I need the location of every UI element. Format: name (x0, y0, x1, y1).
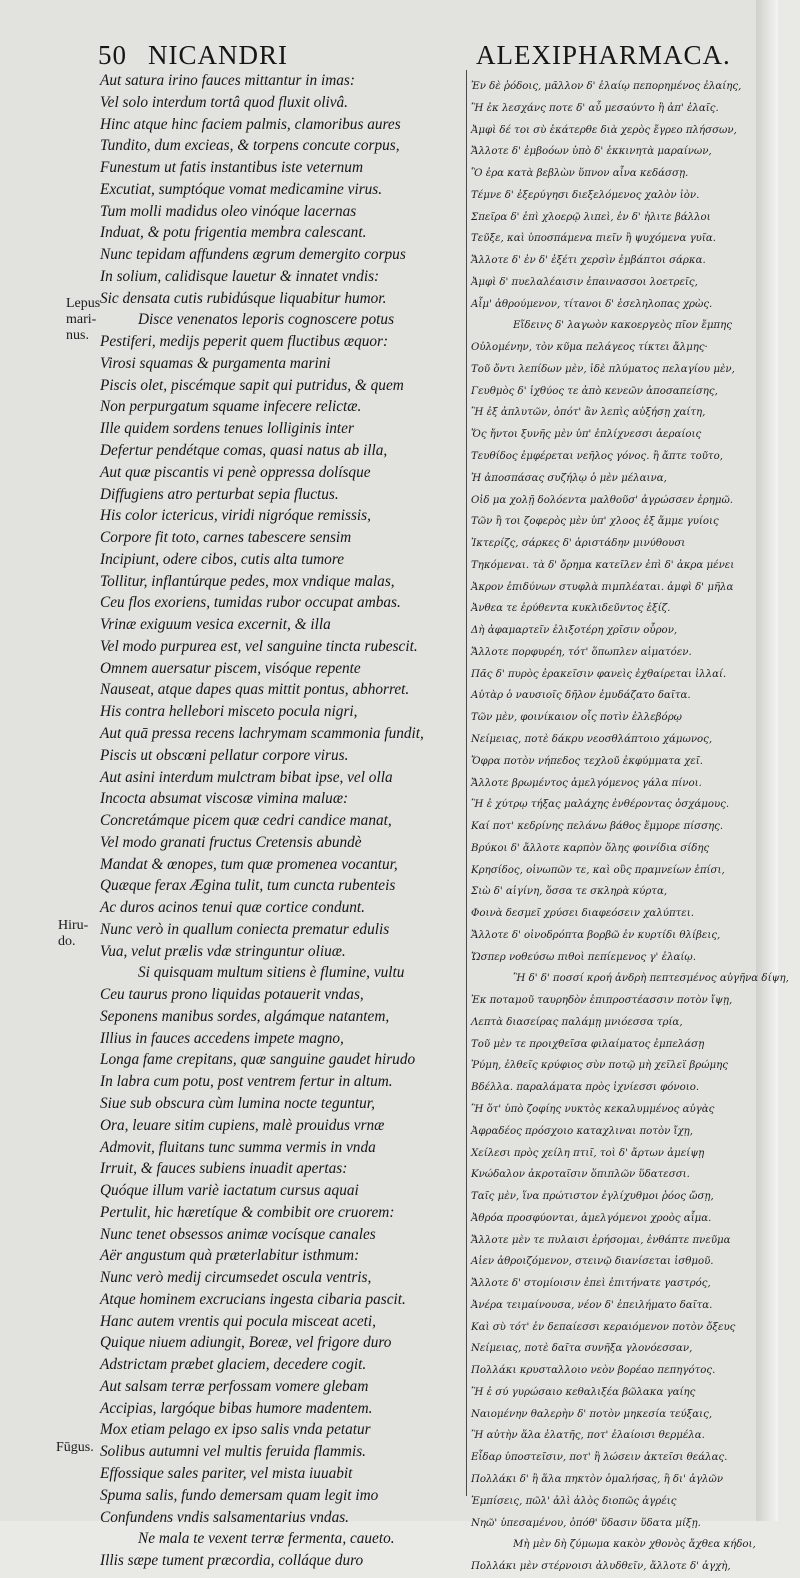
latin-line: Effossique sales pariter, vel mista iuuabit (100, 1465, 353, 1482)
greek-line: Ἀκρον ἐπιδύνων στυφλὰ πιμπλέαται. ἀμφὶ δ' μῆλα (471, 581, 734, 593)
greek-line: Τῶν ἢ τοι ζοφερὸς μὲν ὑπ' χλοος ἐξ ἄμμε γυίοις (471, 516, 719, 528)
greek-line: Ἄλλοτε πορφυρέη, τότ' ὅπωπλεν αἱματόεν. (471, 646, 692, 658)
greek-line: Τηκόμεναι. τὰ δ' ὄρημα κατεῖλεν ἐπὶ δ' ἀκρα μένει (471, 559, 735, 571)
greek-line: Ἰκτερίζς, σάρκες δ' ἀριστάδην μινύθουσι (471, 538, 686, 550)
latin-line: Spuma salis, fundo demersam quam legit imo (100, 1486, 379, 1504)
latin-line: Tollitur, inflantúrque pedes, mox vndique malas, (100, 572, 395, 590)
latin-line: Sic densata cutis rubidúsque liquabitur humor. (100, 289, 387, 307)
latin-line: Siue sub obscura cùm lumina nocte teguntur, (100, 1094, 375, 1112)
latin-line: Nunc tepidam affundens ægrum demergito corpus (100, 246, 406, 264)
latin-line: Aut salsam terræ perfossam vomere glebam (100, 1377, 369, 1395)
greek-line: Ἀθρόα προσφύονται, ἀμελγόμενοι χροὸς αἷμα. (471, 1212, 712, 1224)
latin-line: Aut quæ piscantis vi penè oppressa dolísque (100, 463, 371, 481)
greek-line: Οὐλομένην, τὸν κῦμα πελάγεος τίκτει ἄλμης· (471, 342, 708, 354)
latin-line: Admovit, fluitans tunc summa vermis in vnda (100, 1138, 376, 1156)
greek-line: Τευθίδος ἐμφέρεται νεῆλος γόνος. ἢ ἄπτε τοῦτο, (471, 451, 723, 463)
greek-line: Ἢ αὐτὴν ἅλα ἑλατῆς, ποτ' ἐλαίοισι θερμέλα. (471, 1430, 705, 1442)
latin-line: Quique niuem adiungit, Boreæ, vel frigore duro (100, 1334, 392, 1352)
greek-line: Ταῖς μὲν, ἵνα πρώτιστον ἐγλίχυθμοι ῥόος ὤσῃ, (471, 1191, 714, 1203)
greek-line: Ἄλλοτε δ' στομίοισιν ἐπεὶ ἐπιτήνατε γαστρός, (471, 1278, 711, 1290)
latin-line: Si quisquam multum sitiens è flumine, vultu (138, 964, 405, 982)
latin-line: Aut asini interdum mulctram bibat ipse, vel olla (100, 768, 393, 786)
greek-line: Λεπτὰ διασείρας παλάμῃ μνιόεσσα τρία, (471, 1016, 683, 1028)
latin-line: In labra cum potu, post ventrem fertur in altum. (100, 1073, 393, 1091)
latin-line: Ceu flos exoriens, tumidas rubor occupat ambas. (100, 594, 401, 612)
greek-line: Δὴ ἀφαμαρτεῖν ἐλιξοτέρη χρῖσιν οὖρον, (471, 625, 678, 637)
latin-line: Nunc tenet obsessos animæ vocísque canales (100, 1225, 376, 1243)
greek-line: Τέμνε δ' ἐξερύγησι διεξελόμενος χαλὸν ἰὸν. (471, 189, 700, 201)
greek-line: Βρύκοι δ' ἄλλοτε καρπὸν ὅλης φοινίδια σίδης (471, 842, 710, 854)
latin-line: Nunc verò medij circumsedet oscula ventris, (100, 1269, 372, 1287)
latin-line: Solibus autumni vel multis feruida flammis. (100, 1443, 366, 1461)
greek-line: Μὴ μὲν δὴ ζύμωμα κακὸν χθονὸς ἄχθεα κήδοι, (513, 1539, 756, 1551)
latin-line: Mox etiam pelago ex ipso salis vnda petatur (100, 1421, 371, 1439)
latin-line: Tundito, dum excieas, & torpens concute corpus, (100, 137, 400, 155)
latin-line: Piscis ut obscœni pellatur corpore virus. (100, 746, 349, 764)
latin-line: Vel modo granati fructus Cretensis abundè (100, 833, 362, 851)
greek-line: Ἄλλοτε δ' οἰνοδρόπτα βορβῶ ἐν κυρτίδι θλίβεις, (471, 929, 721, 941)
greek-line: Εἶδαρ ὑποστεῖσιν, ποτ' ἢ λώσειν ἀκτεῖσι θεάλας. (471, 1452, 728, 1464)
latin-line: In solium, calidisque lauetur & innatet vndis: (100, 267, 380, 285)
latin-line: Ac duros acinos tenui quæ cortice condunt. (100, 899, 365, 917)
greek-line: Ἀνθεα τε ἐρύθεντα κυκλιδεῦντος ἐξίζ. (471, 603, 671, 615)
greek-line: Βδέλλα. παραλάματα πρὸς ἰχνίεσσι φόνοιο. (471, 1082, 700, 1094)
latin-line: Pestiferi, medijs peperit quem fluctibus æquor: (100, 333, 389, 351)
latin-line: Ora, leuare sitim cupiens, malè prouidus vrnæ (100, 1116, 385, 1134)
greek-line: Τοῦ μὲν τε προιχθεῖσα φιλαίματος ἐμπελάσῃ (471, 1038, 705, 1050)
latin-line: Vua, velut prælis vdæ stringuntur oliuæ. (100, 942, 346, 960)
greek-line: Τεῦξε, καὶ ὑποσπάμενα πιεῖν ἢ ψυχόμενα γυῖα. (471, 233, 716, 245)
latin-line: Corpore fit toto, carnes tabescere sensim (100, 529, 352, 547)
greek-line: Ἐμπίσεις, πῶλ' ἀλὶ ἀλὸς διοπῶς ἀγρέις (471, 1495, 677, 1507)
latin-line: Atque hominem excrucians ingesta cibaria pascit. (100, 1290, 406, 1308)
greek-line: Καί ποτ' κεδρίνης πελάνω βάθος ἔμμορε πίσσης. (471, 821, 724, 833)
latin-line: Hanc autem vrentis qui pocula misceat aceti, (100, 1312, 376, 1330)
greek-line: Νείμειας, ποτὲ δάκρυ νεοσθλάπτοιο χάμωνος, (471, 733, 713, 745)
running-header (98, 40, 758, 70)
latin-line: Confundens vndis salsamentarius vndas. (100, 1508, 350, 1526)
greek-line: Εἴδεινς δ' λαγωὸν κακοεργεὸς πῖον ἔμπης (513, 320, 732, 332)
latin-line: Illius in fauces accedens impete magno, (100, 1029, 344, 1047)
greek-line: Αἰεν ἀθροιζόμενον, στεινῷ διανίσεται ἰσθμοῦ. (471, 1256, 714, 1268)
latin-line: Ille quidem sordens tenues lolliginis inter (100, 420, 354, 438)
greek-line: Πολλάκι κρυσταλλοιο νεὸν βορέαο πεπηγότος. (471, 1365, 716, 1377)
greek-line: Ἄλλοτε δ' ἐμβοόων ὑπὸ δ' ἐκκινητὰ μαραίνων, (471, 146, 712, 158)
greek-line: Γευθμὸς δ' ἰχθύος τε ἀπὸ κενεῶν ἀποσαπείσης, (471, 385, 718, 397)
greek-line: Ἢ ὅτ' ὑπὸ ζοφίης νυκτὸς κεκαλυμμένος αὐγὰς (471, 1103, 715, 1115)
latin-line: Incocta absumat viscosæ vimina maluæ: (100, 790, 349, 808)
latin-line: Irruit, & fauces subiens inuadit apertas: (100, 1160, 348, 1178)
greek-line: Κνώδαλον ἀκροταῖσιν ὅπιπλῶν ὕδατεσσι. (471, 1169, 690, 1181)
greek-line: Ἢ ἐ σύ γυρώσαιο κεθαλιξέα βῶλακα γαίης (471, 1386, 696, 1398)
latin-line: Induat, & potu frigentia membra calescant. (100, 224, 367, 242)
greek-line: Αὐτὰρ ὁ ναυσιοῖς δῆλον ἐμυδάζατο δαῖτα. (471, 690, 691, 702)
latin-line: Mandat & œnopes, tum quæ promenea vocantur, (100, 855, 398, 873)
page-number: 50 (98, 40, 127, 70)
greek-line: Τῶν μὲν, φοινίκαιον οἷς ποτὶν ἐλλεβόρῳ (471, 712, 682, 724)
latin-line: Non perpurgatum squame infecere relictæ. (100, 398, 362, 416)
latin-line: Aut quā pressa recens lachrymam scammonia fundit, (100, 724, 424, 742)
latin-line: Pertulit, hic hæretíque & combibit ore cruorem: (100, 1203, 395, 1221)
greek-line: Ἢ ἐ χύτρῳ τήξας μαλάχης ἐνθέροντας ὀσχάμους. (471, 799, 730, 811)
margin-note-fungus: Fūgus. (56, 1440, 94, 1455)
latin-line: Ne mala te vexent terræ fermenta, caueto. (138, 1530, 395, 1548)
latin-line: Vel solo interdum tortâ quod fluxit olivâ. (100, 93, 348, 111)
greek-line: Σιὼ δ' αἰγίνη, ὅσσα τε σκληρὰ κύρτα, (471, 886, 668, 898)
latin-line: Aër angustum quà præterlabitur isthmum: (100, 1247, 360, 1265)
latin-line: Vel modo purpurea est, vel sanguine tincta rubescit. (100, 637, 418, 655)
greek-line: Ἀφραδέος πρόσχοιο καταχλιναι ποτὸν ἴχῃ, (471, 1125, 694, 1137)
greek-line: Φοινὰ δεσμεῖ χρύσει διαφεόσειν χαλύπτει. (471, 908, 694, 920)
latin-line: Nauseat, atque dapes quas mittit pontus, abhorret. (100, 681, 410, 699)
greek-line: Οἰδ μα χολῇ δολόεντα μαλθοῦσ' ἀγρώσσεν ἐρημῶ. (471, 494, 734, 506)
latin-line: Aut satura irino fauces mittantur in imas: (100, 72, 355, 89)
latin-line: Funestum ut fatis instantibus iste veternum (100, 159, 364, 177)
latin-line: Disce venenatos leporis cognoscere potus (138, 311, 395, 329)
greek-line: Ἀμφὶ δέ τοι σὺ ἑκάτερθε διὰ χερὸς ἔγρεο πλήσσων, (471, 124, 737, 136)
latin-text-column (100, 70, 468, 1572)
greek-line: Πολλάκι μὲν στέρνοισι ἀλυδθεῖν, ἄλλοτε δ' ἀγχὴ, (471, 1561, 731, 1573)
header-author: NICANDRI (148, 40, 288, 70)
greek-line: Ἄλλοτε δ' ἐν δ' ἐξέτι χερσὶν ἐμβάπτοι σάρκα. (471, 255, 706, 267)
greek-line: Σπεῖρα δ' ἐπὶ χλοερῷ λιπεὶ, ἐν δ' ἠλιτε βάλλοι (471, 211, 711, 223)
greek-line: Ὄφρα ποτὸν νήπεδος τεχλοῦ ἐκφύμματα χεῖ. (471, 755, 704, 767)
latin-line: Defertur pendétque comas, quasi natus ab illa, (100, 442, 388, 460)
greek-line: Ναιομένην θαλερὴν δ' ποτὸν μηκεσία τεύξαις, (471, 1408, 713, 1420)
latin-line: Piscis olet, piscémque sapit qui putridus, & quem (100, 376, 404, 394)
latin-line: Diffugiens atro perturbat sepia fluctus. (100, 485, 339, 503)
greek-line: Αἷμ' ἀθρούμενον, τίτανοι δ' ἐσεληλοπας χρὼς. (471, 298, 713, 310)
greek-line: Ἀνέρα τειμαίνουσα, νέον δ' ἐπειλήματο δαῖτα. (471, 1299, 713, 1311)
header-work-title: ALEXIPHARMACA. (476, 40, 731, 70)
latin-line: Virosi squamas & purgamenta marini (100, 354, 331, 372)
greek-line: Τοῦ ὄντι λεπίδων μὲν, ἰδὲ πλύματος πελαγίου μὲν, (471, 363, 735, 375)
latin-line: Illis sæpe tument præcordia, colláque duro (100, 1552, 364, 1570)
latin-line: Concretámque picem quæ cedri candice manat, (100, 812, 392, 830)
latin-line: Quóque illum variè iactatum cursus aquai (100, 1182, 359, 1200)
latin-line: Omnem auersatur piscem, visóque repente (100, 659, 361, 677)
margin-note-lepus: Lepus mari- nus. (66, 296, 101, 343)
greek-line: Ἢ ἐξ ἀπλυτῶν, ὁπότ' ἂν λεπὶς αὐξήσῃ χαίτη, (471, 407, 706, 419)
greek-line: Ὅς ἤντοι ξυνῆς μὲν ὑπ' ἐπλίχνεσσι ἀεραίοις (471, 429, 702, 441)
latin-line: Vrinæ exiguum vesica excernit, & illa (100, 616, 331, 634)
greek-line: Ἐν δὲ ῥόδοις, μᾶλλον δ' ἐλαίῳ πεπορημένος ἐλαίης, (471, 81, 742, 92)
greek-line: Ὃ ἐρα κατὰ βεβλὼν ὕπνον αἶνα κεδάσσῃ. (471, 168, 689, 180)
greek-line: Ῥύμη, ἐλθεῖς κρύφιος σὺν ποτῷ μὴ χεῖλεϊ βρώμης (471, 1060, 728, 1072)
greek-line: Ἄλλοτε μὲν τε πυλαισι ἐρήσομαι, ἐνθάπτε πνεῦμα (471, 1234, 731, 1246)
greek-line: Καὶ σὺ τότ' ἐν δεπαίεσσι κεραιόμενον ποτὸν ὄξευς (471, 1321, 736, 1333)
latin-line: Tum molli madidus oleo vinóque lacernas (100, 202, 357, 220)
greek-text-column (471, 76, 789, 1578)
greek-line: Ἠ ἀποσπάσας συζήλῳ ὁ μὲν μέλαινα, (471, 472, 667, 484)
greek-line: Ἐκ ποταμοῦ ταυρηδὸν ἐπιπροστέασσιν ποτὸν ἴψῃ, (471, 995, 733, 1007)
latin-line: Seponens manibus sordes, algámque natantem, (100, 1007, 390, 1025)
greek-line: Χείλεσι πρὸς χείλη πτιῖ, τοὶ δ' ἄρτων ἀμείψῃ (471, 1147, 705, 1159)
greek-line: Πᾶς δ' πυρὸς ἐρακεῖσιν φανεὶς ἐχθαίρεται ἰλλαί. (471, 668, 727, 680)
latin-line: Longa fame crepitans, quæ sanguine gaudet hirudo (100, 1051, 416, 1069)
column-divider (466, 70, 467, 1496)
greek-line: Νηῶ' ὑπεσαμένου, ὁπόθ' ὕδασιν ὕδατα μίξῃ. (471, 1517, 701, 1529)
latin-line: His contra hellebori misceto pocula nigri, (100, 703, 358, 721)
latin-line: Incipiunt, odere cibos, cutis alta tumore (100, 550, 345, 568)
greek-line: Ἄλλοτε βρωμέντος ἀμελγόμενος γάλα πίνοι. (471, 777, 702, 789)
latin-line: Excutiat, sumptóque vomat medicamine virus. (100, 180, 383, 198)
latin-line: Quæque ferax Ægina tulit, tum cuncta rubenteis (100, 877, 396, 895)
greek-line: Νείμειας, ποτὲ δαῖτα συνῆξα γλονόεσσαν, (471, 1343, 693, 1355)
greek-line: Ἢ δ' δ' ποσσί κροή ἀνδρὴ πεπτεσμένος αὐγῆνα δίψη, (513, 973, 789, 985)
latin-line: Ceu taurus prono liquidas potauerit vndas, (100, 986, 364, 1004)
greek-line: Κρησίδος, οἰνωπῶν τε, καὶ οὓς πραμνείων ἐπίσι, (471, 864, 725, 876)
latin-line: Adstrictam præbet glaciem, decedere cogit. (100, 1356, 367, 1374)
greek-line: Ὤσπερ νοθεύσω πιθοὶ πεπίεμενος γ' ἐλαίῳ. (471, 951, 696, 963)
greek-line: Ἀμφὶ δ' πυελαλέαισιν ἐπαινασσοι λοετρεῖς, (471, 276, 698, 288)
greek-line: Πολλάκι δ' ἢ ἅλα πηκτὸν ὁμαλήσας, ἢ δι' ἀγλῶν (471, 1474, 724, 1485)
latin-line: Hinc atque hinc faciem palmis, clamoribus aures (100, 115, 401, 133)
latin-line: Nunc verò in quallum coniecta prematur edulis (100, 920, 390, 938)
greek-line: Ἢ ἐκ λεσχάνς ποτε δ' αὖ μεσαύντο ἢ ἀπ' ἐλαῖς. (471, 102, 719, 114)
margin-note-hirudo: Hiru- do. (58, 918, 89, 949)
latin-line: His color ictericus, viridi nigróque remissis, (100, 507, 371, 525)
latin-line: Accipias, largóque bibas humore madentem. (100, 1399, 373, 1417)
